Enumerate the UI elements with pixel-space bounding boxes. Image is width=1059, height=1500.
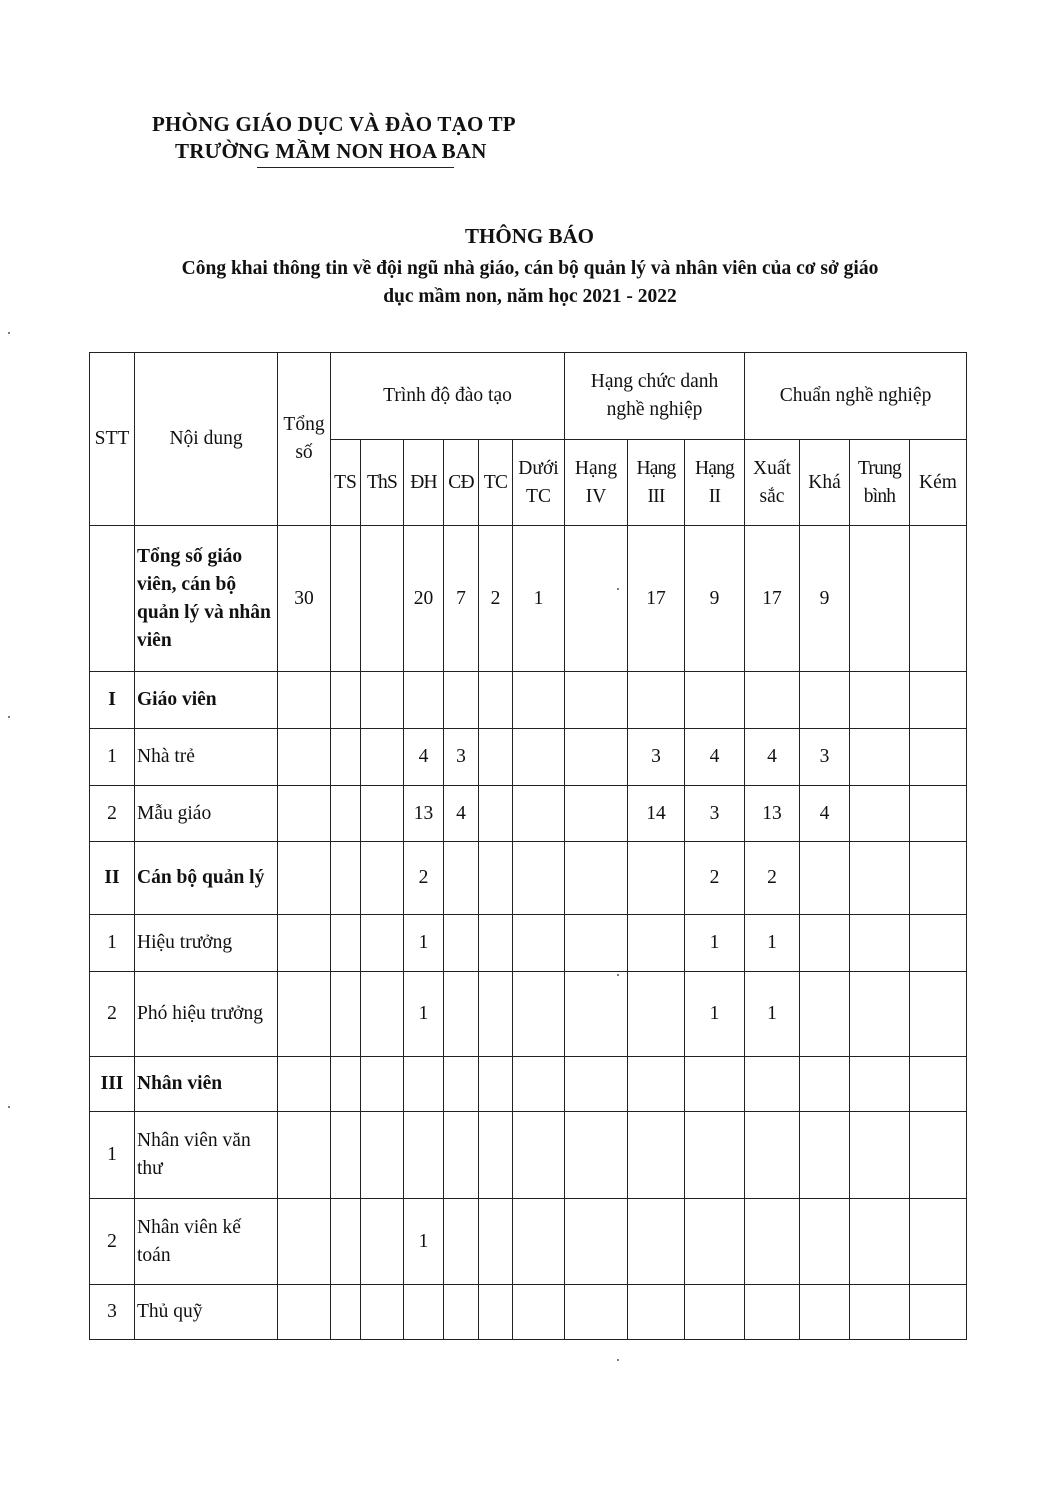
- cell-cd: [444, 1285, 479, 1340]
- cell-rank4: [565, 1057, 628, 1112]
- header-training-group: Trình độ đào tạo: [331, 353, 565, 440]
- cell-weak: [910, 786, 967, 842]
- header-ts: TS: [331, 440, 361, 526]
- cell-average: [850, 1199, 910, 1285]
- header-rank4-l1: Hạng: [574, 457, 618, 479]
- header-total-l2: số: [295, 442, 313, 463]
- cell-rank3: [628, 1057, 685, 1112]
- cell-below-tc: [513, 786, 565, 842]
- cell-content: Thủ quỹ: [135, 1285, 278, 1340]
- cell-ths: [361, 1199, 404, 1285]
- table-row: [90, 729, 967, 786]
- document-subtitle: [80, 255, 980, 311]
- cell-below-tc: [513, 842, 565, 915]
- cell-rank3: [628, 1112, 685, 1199]
- cell-excellent: 1: [745, 972, 800, 1057]
- cell-total: [278, 672, 331, 729]
- header-total: [278, 353, 331, 526]
- cell-ts: [331, 1285, 361, 1340]
- cell-dh: 1: [404, 972, 444, 1057]
- cell-stt: II: [90, 842, 135, 915]
- header-below-tc: [513, 440, 565, 526]
- header-rank2-l1: Hạng: [694, 457, 735, 479]
- cell-ts: [331, 915, 361, 972]
- cell-content: Tổng số giáo viên, cán bộ quản lý và nhân viên: [135, 526, 278, 672]
- header-rank4: [565, 440, 628, 526]
- cell-dh: 13: [404, 786, 444, 842]
- table-row: [90, 786, 967, 842]
- cell-content: Phó hiệu trưởng: [135, 972, 278, 1057]
- table-row: [90, 1112, 967, 1199]
- cell-tc: [479, 1199, 513, 1285]
- header-row-1: [90, 353, 967, 440]
- cell-cd: [444, 1199, 479, 1285]
- cell-total: [278, 1112, 331, 1199]
- cell-ts: [331, 1057, 361, 1112]
- cell-weak: [910, 1057, 967, 1112]
- cell-rank2: [685, 1285, 745, 1340]
- cell-ths: [361, 526, 404, 672]
- cell-good: 9: [800, 526, 850, 672]
- cell-ts: [331, 526, 361, 672]
- cell-stt: 1: [90, 729, 135, 786]
- scan-speck: [8, 1106, 10, 1108]
- cell-below-tc: 1: [513, 526, 565, 672]
- scan-speck: [8, 332, 10, 334]
- cell-stt: 2: [90, 786, 135, 842]
- cell-rank4: [565, 786, 628, 842]
- cell-cd: [444, 842, 479, 915]
- header-rank3-l2: III: [647, 485, 665, 507]
- cell-rank2: 9: [685, 526, 745, 672]
- cell-content: Mẫu giáo: [135, 786, 278, 842]
- table-row: [90, 1199, 967, 1285]
- cell-stt: III: [90, 1057, 135, 1112]
- header-total-l1: Tổng: [283, 414, 325, 435]
- document-title: THÔNG BÁO: [465, 224, 594, 248]
- cell-rank2: [685, 1199, 745, 1285]
- header-rank3: [628, 440, 685, 526]
- cell-total: [278, 729, 331, 786]
- cell-dh: [404, 1285, 444, 1340]
- cell-tc: 2: [479, 526, 513, 672]
- table-row: [90, 1285, 967, 1340]
- cell-average: [850, 1112, 910, 1199]
- cell-rank2: 4: [685, 729, 745, 786]
- cell-ts: [331, 1199, 361, 1285]
- cell-stt: I: [90, 672, 135, 729]
- cell-total: [278, 972, 331, 1057]
- cell-ts: [331, 1112, 361, 1199]
- cell-rank4: [565, 842, 628, 915]
- header-average-l2: bình: [863, 485, 896, 507]
- header-rank3-l1: Hạng: [636, 457, 676, 479]
- cell-content: Nhân viên văn thư: [135, 1112, 278, 1199]
- header-content: Nội dung: [135, 353, 278, 526]
- cell-ths: [361, 786, 404, 842]
- cell-rank2: 2: [685, 842, 745, 915]
- header-rank-group-l1: Hạng chức danh: [590, 371, 719, 392]
- cell-rank3: [628, 1285, 685, 1340]
- cell-good: [800, 1285, 850, 1340]
- cell-ts: [331, 672, 361, 729]
- cell-dh: [404, 1112, 444, 1199]
- cell-weak: [910, 729, 967, 786]
- cell-rank4: [565, 729, 628, 786]
- cell-ths: [361, 915, 404, 972]
- header-tc: TC: [479, 440, 513, 526]
- cell-below-tc: [513, 1285, 565, 1340]
- cell-rank3: [628, 915, 685, 972]
- cell-ts: [331, 786, 361, 842]
- cell-cd: 3: [444, 729, 479, 786]
- table-row: [90, 915, 967, 972]
- cell-below-tc: [513, 1057, 565, 1112]
- cell-rank4: [565, 526, 628, 672]
- cell-ts: [331, 842, 361, 915]
- scan-speck: [617, 588, 619, 590]
- cell-content: Nhân viên: [135, 1057, 278, 1112]
- cell-tc: [479, 972, 513, 1057]
- cell-content: Nhân viên kế toán: [135, 1199, 278, 1285]
- cell-dh: 4: [404, 729, 444, 786]
- cell-weak: [910, 972, 967, 1057]
- cell-tc: [479, 729, 513, 786]
- table-row: [90, 1057, 967, 1112]
- cell-weak: [910, 1285, 967, 1340]
- scan-speck: [8, 716, 10, 718]
- cell-average: [850, 972, 910, 1057]
- cell-tc: [479, 842, 513, 915]
- header-ths: ThS: [361, 440, 404, 526]
- cell-rank3: [628, 842, 685, 915]
- cell-ts: [331, 729, 361, 786]
- cell-below-tc: [513, 1199, 565, 1285]
- cell-tc: [479, 1112, 513, 1199]
- cell-average: [850, 786, 910, 842]
- scan-speck: [617, 1359, 619, 1361]
- subtitle-line-1: Công khai thông tin về đội ngũ nhà giáo, cán bộ quản lý và nhân viên của cơ sở giáo: [181, 258, 879, 279]
- header-average: [850, 440, 910, 526]
- cell-rank4: [565, 1112, 628, 1199]
- cell-stt: [90, 526, 135, 672]
- cell-ts: [331, 972, 361, 1057]
- cell-tc: [479, 915, 513, 972]
- cell-rank2: [685, 1057, 745, 1112]
- table-row: [90, 526, 967, 672]
- cell-weak: [910, 842, 967, 915]
- cell-total: [278, 842, 331, 915]
- scan-speck: [617, 974, 619, 976]
- cell-total: [278, 915, 331, 972]
- header-rank-group-l2: nghề nghiệp: [606, 399, 703, 420]
- cell-good: [800, 915, 850, 972]
- cell-excellent: [745, 672, 800, 729]
- header-standard-group: Chuẩn nghề nghiệp: [745, 353, 967, 440]
- cell-rank3: 3: [628, 729, 685, 786]
- header-underline: [257, 167, 454, 168]
- cell-dh: [404, 672, 444, 729]
- table-row: [90, 842, 967, 915]
- staff-table: [89, 352, 967, 1340]
- cell-rank2: [685, 1112, 745, 1199]
- cell-total: [278, 786, 331, 842]
- cell-good: [800, 1057, 850, 1112]
- header-excellent: [745, 440, 800, 526]
- cell-good: 4: [800, 786, 850, 842]
- header-dh: ĐH: [404, 440, 444, 526]
- cell-rank3: [628, 972, 685, 1057]
- cell-average: [850, 842, 910, 915]
- cell-stt: 3: [90, 1285, 135, 1340]
- cell-ths: [361, 972, 404, 1057]
- cell-below-tc: [513, 672, 565, 729]
- cell-tc: [479, 786, 513, 842]
- cell-rank4: [565, 672, 628, 729]
- cell-rank2: 1: [685, 972, 745, 1057]
- cell-below-tc: [513, 972, 565, 1057]
- header-rank2-l2: II: [708, 485, 721, 507]
- cell-excellent: 2: [745, 842, 800, 915]
- header-rank2: [685, 440, 745, 526]
- cell-below-tc: [513, 915, 565, 972]
- header-excellent-l2: sắc: [759, 485, 785, 507]
- cell-tc: [479, 1285, 513, 1340]
- cell-stt: 1: [90, 915, 135, 972]
- cell-content: Nhà trẻ: [135, 729, 278, 786]
- cell-below-tc: [513, 1112, 565, 1199]
- cell-excellent: [745, 1199, 800, 1285]
- cell-good: [800, 1199, 850, 1285]
- cell-cd: [444, 672, 479, 729]
- header-rank-group: [565, 353, 745, 440]
- cell-stt: 2: [90, 972, 135, 1057]
- cell-stt: 2: [90, 1199, 135, 1285]
- school-name: TRƯỜNG MẦM NON HOA BAN: [175, 139, 487, 163]
- cell-excellent: [745, 1112, 800, 1199]
- cell-average: [850, 915, 910, 972]
- header-weak: Kém: [910, 440, 967, 526]
- cell-cd: [444, 1057, 479, 1112]
- cell-total: [278, 1285, 331, 1340]
- table-row: [90, 672, 967, 729]
- cell-tc: [479, 1057, 513, 1112]
- cell-weak: [910, 672, 967, 729]
- cell-cd: [444, 972, 479, 1057]
- cell-ths: [361, 672, 404, 729]
- cell-dh: [404, 1057, 444, 1112]
- cell-rank4: [565, 1199, 628, 1285]
- cell-average: [850, 1057, 910, 1112]
- cell-average: [850, 672, 910, 729]
- cell-excellent: [745, 1057, 800, 1112]
- cell-ths: [361, 1112, 404, 1199]
- cell-cd: [444, 915, 479, 972]
- cell-excellent: [745, 1285, 800, 1340]
- cell-dh: 20: [404, 526, 444, 672]
- cell-total: [278, 1057, 331, 1112]
- cell-dh: 1: [404, 1199, 444, 1285]
- cell-content: Hiệu trưởng: [135, 915, 278, 972]
- cell-rank4: [565, 915, 628, 972]
- cell-ths: [361, 842, 404, 915]
- header-excellent-l1: Xuất: [753, 457, 791, 479]
- table-row: [90, 972, 967, 1057]
- cell-weak: [910, 1199, 967, 1285]
- subtitle-line-2: dục mầm non, năm học 2021 - 2022: [383, 286, 677, 307]
- cell-ths: [361, 729, 404, 786]
- cell-rank3: 17: [628, 526, 685, 672]
- cell-tc: [479, 672, 513, 729]
- cell-ths: [361, 1057, 404, 1112]
- cell-rank3: [628, 1199, 685, 1285]
- cell-dh: 2: [404, 842, 444, 915]
- cell-total: [278, 1199, 331, 1285]
- cell-weak: [910, 526, 967, 672]
- cell-rank2: 3: [685, 786, 745, 842]
- cell-good: [800, 972, 850, 1057]
- cell-good: 3: [800, 729, 850, 786]
- cell-good: [800, 672, 850, 729]
- cell-average: [850, 1285, 910, 1340]
- header-stt: STT: [90, 353, 135, 526]
- cell-rank3: 14: [628, 786, 685, 842]
- cell-rank4: [565, 1285, 628, 1340]
- header-below-tc-l2: TC: [526, 485, 551, 507]
- cell-rank2: [685, 672, 745, 729]
- cell-average: [850, 526, 910, 672]
- cell-excellent: 4: [745, 729, 800, 786]
- cell-total: 30: [278, 526, 331, 672]
- cell-stt: 1: [90, 1112, 135, 1199]
- cell-ths: [361, 1285, 404, 1340]
- cell-excellent: 17: [745, 526, 800, 672]
- header-average-l1: Trung: [858, 457, 901, 479]
- cell-cd: 4: [444, 786, 479, 842]
- cell-weak: [910, 1112, 967, 1199]
- cell-cd: [444, 1112, 479, 1199]
- cell-cd: 7: [444, 526, 479, 672]
- cell-weak: [910, 915, 967, 972]
- department-name: PHÒNG GIÁO DỤC VÀ ĐÀO TẠO TP: [152, 112, 516, 136]
- cell-good: [800, 842, 850, 915]
- cell-rank4: [565, 972, 628, 1057]
- cell-rank3: [628, 672, 685, 729]
- cell-excellent: 1: [745, 915, 800, 972]
- header-below-tc-l1: Dưới: [518, 457, 559, 479]
- cell-content: Giáo viên: [135, 672, 278, 729]
- cell-below-tc: [513, 729, 565, 786]
- cell-dh: 1: [404, 915, 444, 972]
- cell-good: [800, 1112, 850, 1199]
- cell-average: [850, 729, 910, 786]
- header-good: Khá: [800, 440, 850, 526]
- cell-excellent: 13: [745, 786, 800, 842]
- cell-rank2: 1: [685, 915, 745, 972]
- header-rank4-l2: IV: [585, 485, 607, 507]
- header-cd: CĐ: [444, 440, 479, 526]
- cell-content: Cán bộ quản lý: [135, 842, 278, 915]
